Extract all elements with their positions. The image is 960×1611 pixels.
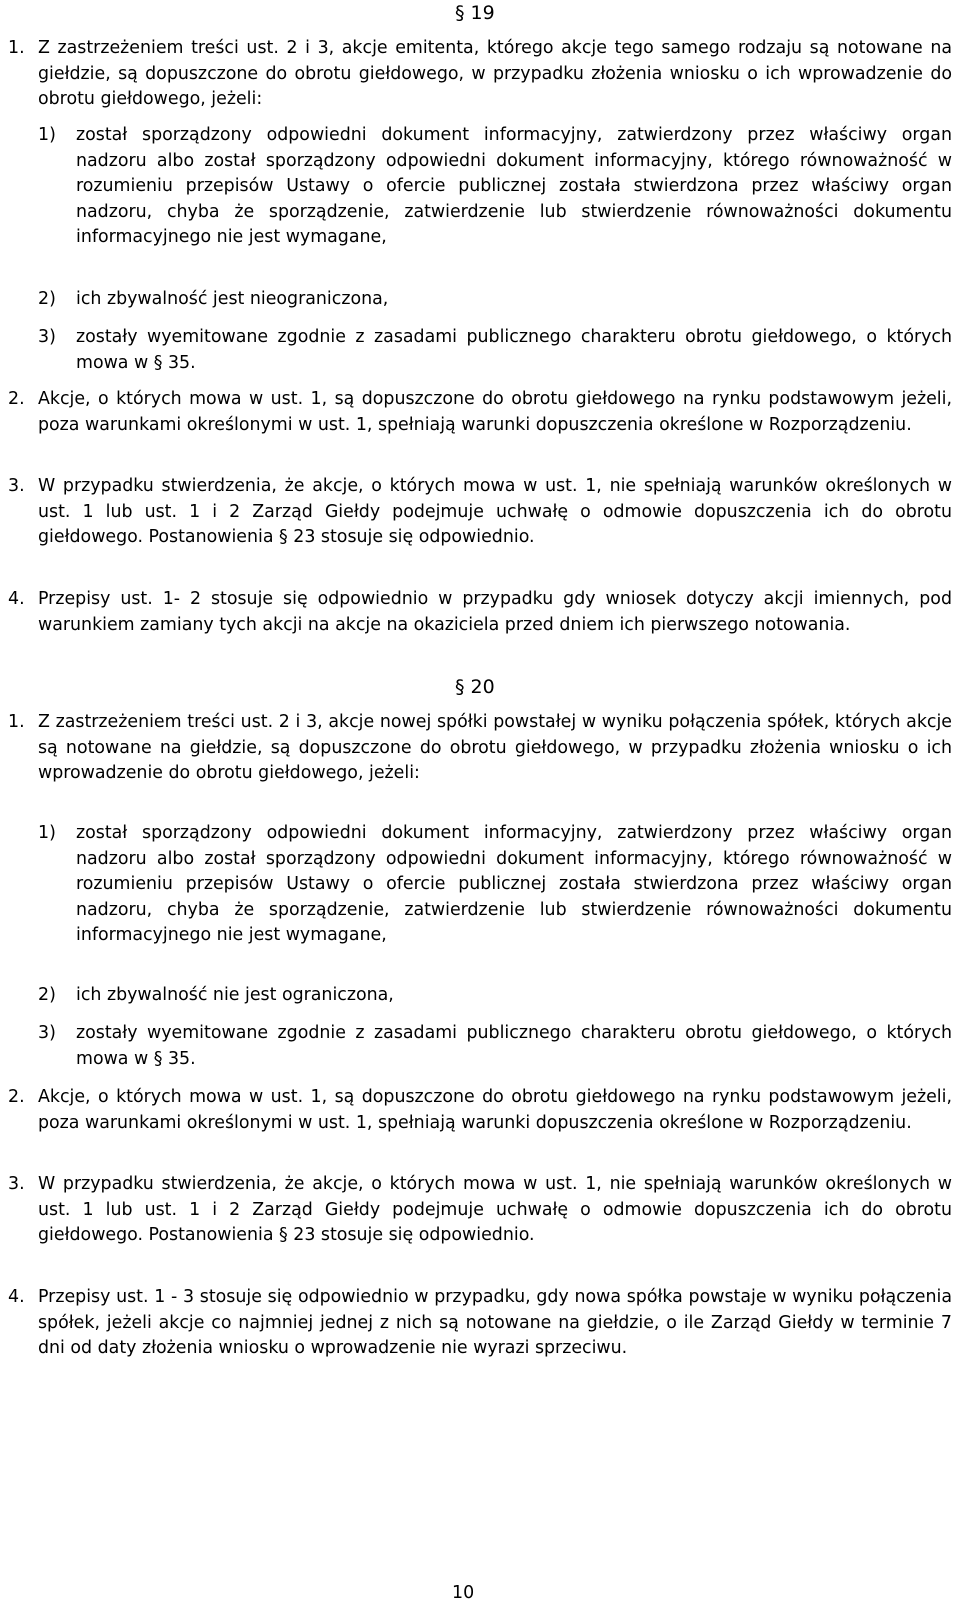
s20-p3-text: W przypadku stwierdzenia, że akcje, o których mowa w ust. 1, nie spełniają warunków określonych w ust. 1 lub ust. 1 i 2 Zarząd Giełdy podejmuje uchwałę o odmowie dopuszczenia ich do obrotu giełdowego. Postanowienia § 23 stosuje się odpowiednio.: [38, 1174, 952, 1245]
s20-p4-text: Przepisy ust. 1 - 3 stosuje się odpowiednio w przypadku, gdy nowa spółka powstaje w wyniku połączenia spółek, jeżeli akcje co najmniej jednej z nich są notowane na giełdzie, o ile Zarząd Giełdy w terminie 7 dni od daty złożenia wniosku o wprowadzenie nie wyrazi sprzeciwu.: [38, 1287, 952, 1358]
s20-item-3-text: zostały wyemitowane zgodnie z zasadami publicznego charakteru obrotu giełdowego, o których mowa w § 35.: [76, 1023, 952, 1069]
s19-paragraph-4: [8, 587, 952, 638]
s20-paragraph-2: [8, 1085, 952, 1136]
s19-p1-item-1: [8, 123, 952, 251]
s19-paragraph-2: [8, 387, 952, 438]
s19-item-2-number: 2): [38, 289, 56, 309]
s19-p2-text: Akcje, o których mowa w ust. 1, są dopuszczone do obrotu giełdowego na rynku podstawowym jeżeli, poza warunkami określonymi w ust. 1, spełniają warunki dopuszczenia określone w Rozporządzeniu.: [38, 389, 952, 435]
s20-p1-item-3: [8, 1021, 952, 1072]
s19-p4-number: 4.: [8, 589, 25, 609]
page-number: 10: [452, 1583, 475, 1603]
s19-item-3-text: zostały wyemitowane zgodnie z zasadami publicznego charakteru obrotu giełdowego, o których mowa w § 35.: [76, 327, 952, 373]
s19-p2-number: 2.: [8, 389, 25, 409]
s19-paragraph-1: [8, 36, 952, 113]
s19-p1-item-3: [8, 325, 952, 376]
s20-paragraph-1: [8, 710, 952, 787]
section-heading-19: § 19: [455, 2, 495, 24]
s19-p3-number: 3.: [8, 476, 25, 496]
s20-item-1-number: 1): [38, 823, 56, 843]
s19-p3-text: W przypadku stwierdzenia, że akcje, o których mowa w ust. 1, nie spełniają warunków określonych w ust. 1 lub ust. 1 i 2 Zarząd Giełdy podejmuje uchwałę o odmowie dopuszczenia ich do obrotu giełdowego. Postanowienia § 23 stosuje się odpowiednio.: [38, 476, 952, 547]
s19-item-2-text: ich zbywalność jest nieograniczona,: [76, 289, 389, 309]
s19-p1-number: 1.: [8, 38, 25, 58]
s19-item-1-text: został sporządzony odpowiedni dokument informacyjny, zatwierdzony przez właściwy organ nadzoru albo został sporządzony odpowiedni dokument informacyjny, którego równoważność w rozumieniu przepisów Ustawy o ofercie publicznej została stwierdzona przez właściwy organ nadzoru, chyba że sporządzenie, zatwierdzenie lub stwierdzenie równoważności dokumentu informacyjnego nie jest wymagane,: [76, 125, 952, 247]
s20-p2-text: Akcje, o których mowa w ust. 1, są dopuszczone do obrotu giełdowego na rynku podstawowym jeżeli, poza warunkami określonymi w ust. 1, spełniają warunki dopuszczenia określone w Rozporządzeniu.: [38, 1087, 952, 1133]
s19-p1-text: Z zastrzeżeniem treści ust. 2 i 3, akcje emitenta, którego akcje tego samego rodzaju są notowane na giełdzie, są dopuszczone do obrotu giełdowego, w przypadku złożenia wniosku o ich wprowadzenie do obrotu giełdowego, jeżeli:: [38, 38, 952, 109]
s19-p4-text: Przepisy ust. 1- 2 stosuje się odpowiednio w przypadku gdy wniosek dotyczy akcji imiennych, pod warunkiem zamiany tych akcji na akcje na okaziciela przed dniem ich pierwszego notowania.: [38, 589, 952, 635]
s20-item-2-text: ich zbywalność nie jest ograniczona,: [76, 985, 394, 1005]
s20-p1-item-2: [8, 983, 952, 1009]
s20-paragraph-3: [8, 1172, 952, 1249]
section-heading-20: § 20: [455, 676, 495, 698]
s20-p2-number: 2.: [8, 1087, 25, 1107]
s20-p4-number: 4.: [8, 1287, 25, 1307]
s20-item-2-number: 2): [38, 985, 56, 1005]
s19-item-1-number: 1): [38, 125, 56, 145]
s20-paragraph-4: [8, 1285, 952, 1362]
s20-item-3-number: 3): [38, 1023, 56, 1043]
s20-p1-number: 1.: [8, 712, 25, 732]
s20-p1-item-1: [8, 821, 952, 949]
s20-p1-text: Z zastrzeżeniem treści ust. 2 i 3, akcje nowej spółki powstałej w wyniku połączenia spółek, których akcje są notowane na giełdzie, są dopuszczone do obrotu giełdowego, w przypadku złożenia wniosku o ich wprowadzenie do obrotu giełdowego, jeżeli:: [38, 712, 952, 783]
s19-item-3-number: 3): [38, 327, 56, 347]
s20-item-1-text: został sporządzony odpowiedni dokument informacyjny, zatwierdzony przez właściwy organ nadzoru albo został sporządzony odpowiedni dokument informacyjny, którego równoważność w rozumieniu przepisów Ustawy o ofercie publicznej została stwierdzona przez właściwy organ nadzoru, chyba że sporządzenie, zatwierdzenie lub stwierdzenie równoważności dokumentu informacyjnego nie jest wymagane,: [76, 823, 952, 945]
s19-p1-item-2: [8, 287, 952, 313]
s19-paragraph-3: [8, 474, 952, 551]
s20-p3-number: 3.: [8, 1174, 25, 1194]
